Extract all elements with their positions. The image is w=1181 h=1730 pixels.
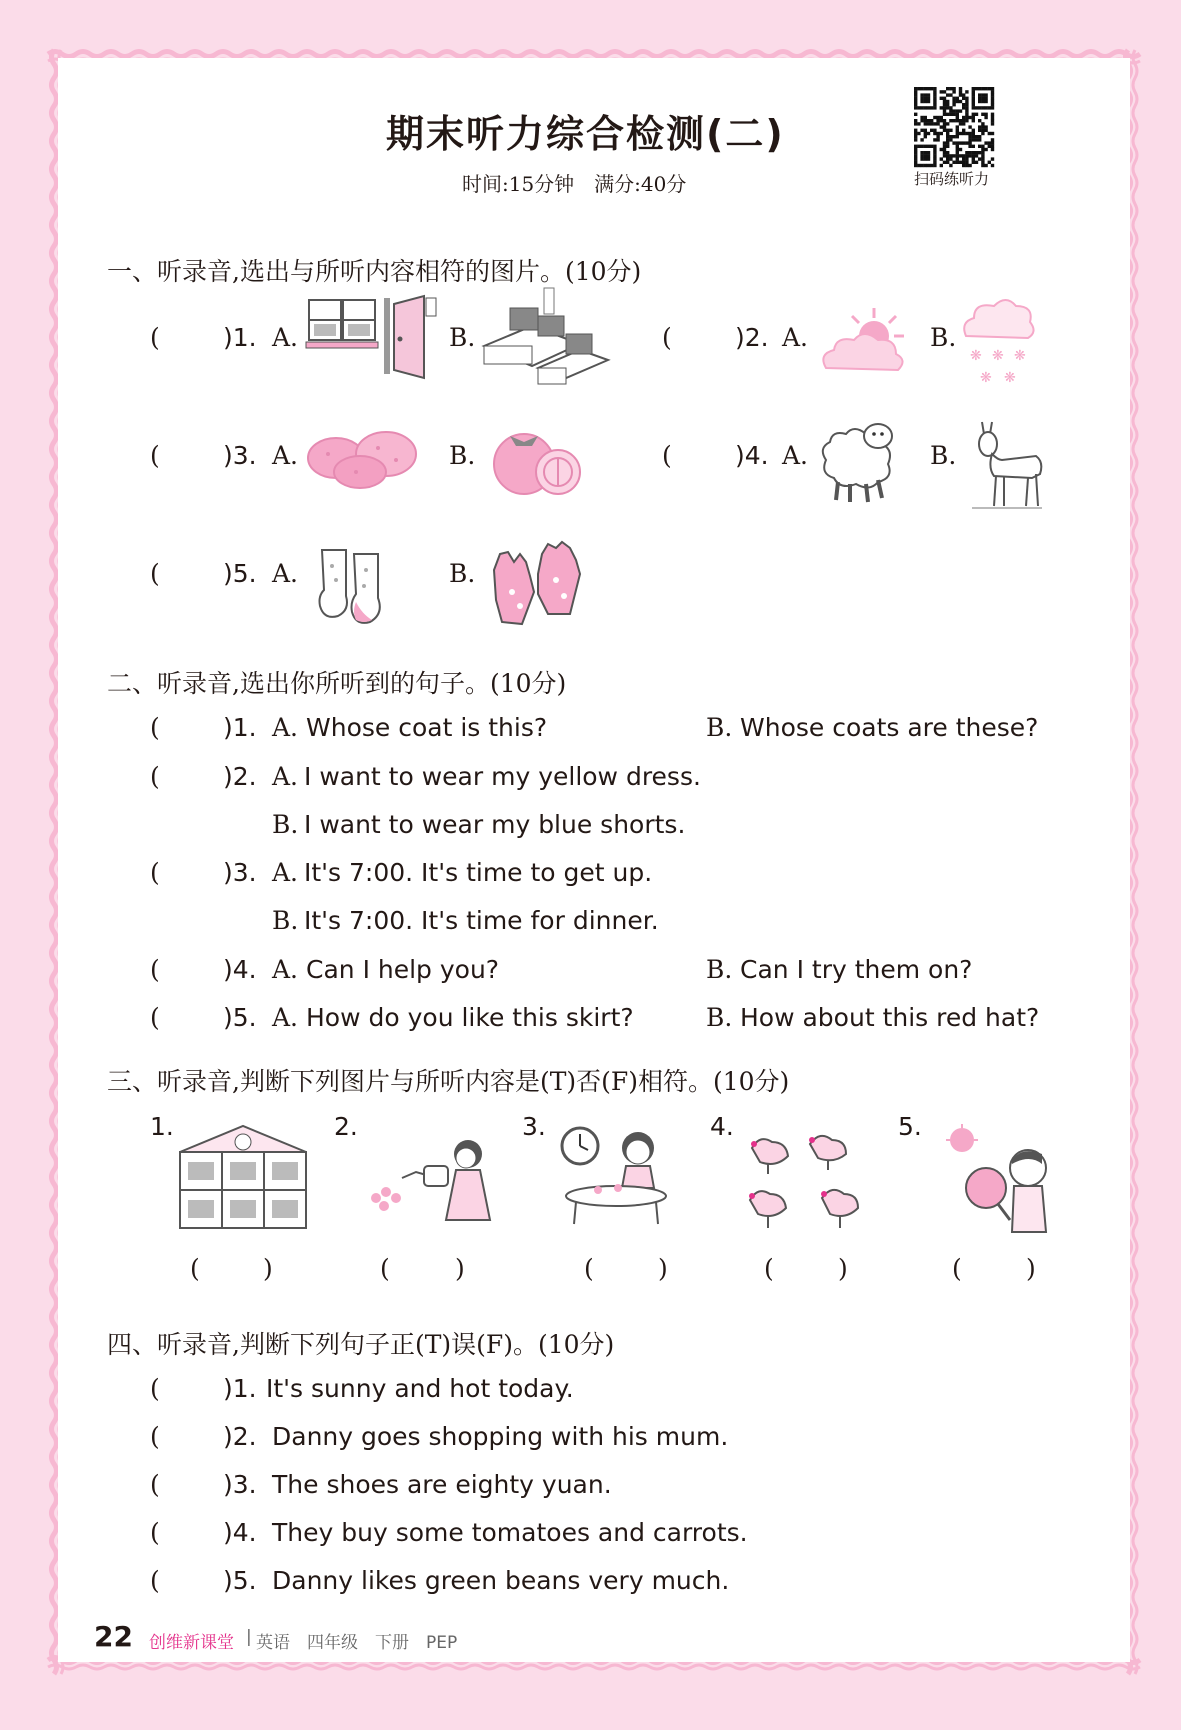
sun-cloud-icon xyxy=(818,306,910,376)
answer-paren-open: ( xyxy=(662,441,672,470)
answer-paren-open: ( xyxy=(150,762,160,791)
svg-text:❋: ❋ xyxy=(1014,348,1026,364)
option-b-label: B. xyxy=(449,441,476,470)
answer-paren-open: ( xyxy=(150,323,160,352)
book-info: 英语 四年级 下册 PEP xyxy=(256,1633,458,1653)
answer-paren-open: ( xyxy=(150,1470,160,1499)
answer-paren-close: ) xyxy=(658,1254,668,1283)
answer-paren-open: ( xyxy=(150,441,160,470)
picture-number: 4. xyxy=(710,1112,734,1141)
question-number: )4. xyxy=(223,1518,257,1547)
statement-text: The shoes are eighty yuan. xyxy=(272,1470,612,1499)
question-number: )4. xyxy=(735,441,769,470)
answer-paren-open: ( xyxy=(380,1254,390,1283)
statement-text: It's sunny and hot today. xyxy=(266,1374,574,1403)
svg-text:❋: ❋ xyxy=(980,370,992,386)
question-number: )2. xyxy=(735,323,769,352)
page-number: 22 xyxy=(94,1620,133,1653)
option-a-text: Can I help you? xyxy=(306,955,500,984)
statement-text: They buy some tomatoes and carrots. xyxy=(272,1518,748,1547)
option-a-label: A. xyxy=(272,441,299,470)
option-b-label: B. xyxy=(706,955,733,984)
option-b-text: Whose coats are these? xyxy=(740,713,1039,742)
question-number: )3. xyxy=(223,858,257,887)
boy-fan-sun-icon xyxy=(942,1124,1054,1236)
tomatoes-icon xyxy=(488,426,584,500)
page-title: 期末听力综合检测(二) xyxy=(386,112,785,156)
qr-code-icon[interactable] xyxy=(914,87,994,167)
option-b-label: B. xyxy=(930,323,957,352)
svg-text:❋: ❋ xyxy=(1004,370,1016,386)
option-b-label: B. xyxy=(706,1003,733,1032)
svg-text:❋: ❋ xyxy=(970,348,982,364)
section-3-heading: 三、听录音,判断下列图片与所听内容是(T)否(F)相符。(10分) xyxy=(107,1067,790,1096)
answer-paren-close: ) xyxy=(1026,1254,1036,1283)
answer-paren-open: ( xyxy=(150,1003,160,1032)
question-number: )3. xyxy=(223,1470,257,1499)
question-number: )4. xyxy=(223,955,257,984)
answer-paren-open: ( xyxy=(952,1254,962,1283)
question-number: )1. xyxy=(223,1374,257,1403)
answer-paren-open: ( xyxy=(150,858,160,887)
goat-icon xyxy=(962,416,1046,512)
option-b-text: I want to wear my blue shorts. xyxy=(304,810,686,839)
svg-text:❋: ❋ xyxy=(992,348,1004,364)
option-b-label: B. xyxy=(272,810,299,839)
option-b-label: B. xyxy=(706,713,733,742)
option-a-label: A. xyxy=(272,858,299,887)
answer-paren-open: ( xyxy=(150,1566,160,1595)
option-a-text: How do you like this skirt? xyxy=(306,1003,634,1032)
picture-number: 5. xyxy=(898,1112,922,1141)
option-b-text: Can I try them on? xyxy=(740,955,973,984)
option-b-label: B. xyxy=(272,906,299,935)
school-building-icon xyxy=(176,1122,310,1232)
socks-icon xyxy=(316,544,392,628)
hens-icon xyxy=(746,1128,870,1234)
snow-cloud-icon xyxy=(960,292,1036,388)
option-a-label: A. xyxy=(272,1003,299,1032)
answer-paren-open: ( xyxy=(150,713,160,742)
question-number: )5. xyxy=(223,1003,257,1032)
answer-paren-open: ( xyxy=(190,1254,200,1283)
question-number: )2. xyxy=(223,1422,257,1451)
computer-desks-icon xyxy=(480,286,610,386)
question-number: )2. xyxy=(223,762,257,791)
girl-watering-flowers-icon xyxy=(364,1136,502,1226)
answer-paren-open: ( xyxy=(150,1422,160,1451)
answer-paren-close: ) xyxy=(455,1254,465,1283)
option-a-label: A. xyxy=(782,441,809,470)
qr-code-label: 扫码练听力 xyxy=(914,170,990,188)
option-b-text: How about this red hat? xyxy=(740,1003,1040,1032)
statement-text: Danny goes shopping with his mum. xyxy=(272,1422,729,1451)
answer-paren-open: ( xyxy=(150,559,160,588)
section-4-heading: 四、听录音,判断下列句子正(T)误(F)。(10分) xyxy=(107,1330,615,1359)
answer-paren-open: ( xyxy=(584,1254,594,1283)
option-a-text: I want to wear my yellow dress. xyxy=(304,762,701,791)
classroom-window-door-icon xyxy=(306,294,441,379)
girl-clock-table-icon xyxy=(558,1124,672,1228)
option-a-label: A. xyxy=(782,323,809,352)
test-time-score: 时间:15分钟 满分:40分 xyxy=(462,172,687,196)
footer-separator: | xyxy=(246,1627,252,1647)
option-b-label: B. xyxy=(449,559,476,588)
question-number: )5. xyxy=(223,559,257,588)
question-number: )1. xyxy=(223,713,257,742)
picture-number: 3. xyxy=(522,1112,546,1141)
section-1-heading: 一、听录音,选出与所听内容相符的图片。(10分) xyxy=(107,257,642,286)
option-a-label: A. xyxy=(272,323,299,352)
brand-name: 创维新课堂 xyxy=(149,1633,234,1653)
answer-paren-open: ( xyxy=(150,1374,160,1403)
answer-paren-open: ( xyxy=(662,323,672,352)
option-b-label: B. xyxy=(930,441,957,470)
option-a-label: A. xyxy=(272,762,299,791)
question-number: )1. xyxy=(223,323,257,352)
option-a-label: A. xyxy=(272,559,299,588)
question-number: )5. xyxy=(223,1566,257,1595)
question-number: )3. xyxy=(223,441,257,470)
picture-number: 2. xyxy=(334,1112,358,1141)
option-b-text: It's 7:00. It's time for dinner. xyxy=(304,906,659,935)
answer-paren-open: ( xyxy=(150,955,160,984)
picture-number: 1. xyxy=(150,1112,174,1141)
section-2-heading: 二、听录音,选出你所听到的句子。(10分) xyxy=(107,669,567,698)
answer-paren-close: ) xyxy=(838,1254,848,1283)
option-a-text: It's 7:00. It's time to get up. xyxy=(304,858,653,887)
answer-paren-open: ( xyxy=(764,1254,774,1283)
statement-text: Danny likes green beans very much. xyxy=(272,1566,730,1595)
answer-paren-close: ) xyxy=(263,1254,273,1283)
option-a-label: A. xyxy=(272,713,299,742)
answer-paren-open: ( xyxy=(150,1518,160,1547)
gloves-icon xyxy=(486,540,586,630)
sheep-icon xyxy=(816,414,904,506)
option-b-label: B. xyxy=(449,323,476,352)
potatoes-icon xyxy=(306,428,418,490)
option-a-label: A. xyxy=(272,955,299,984)
option-a-text: Whose coat is this? xyxy=(306,713,548,742)
